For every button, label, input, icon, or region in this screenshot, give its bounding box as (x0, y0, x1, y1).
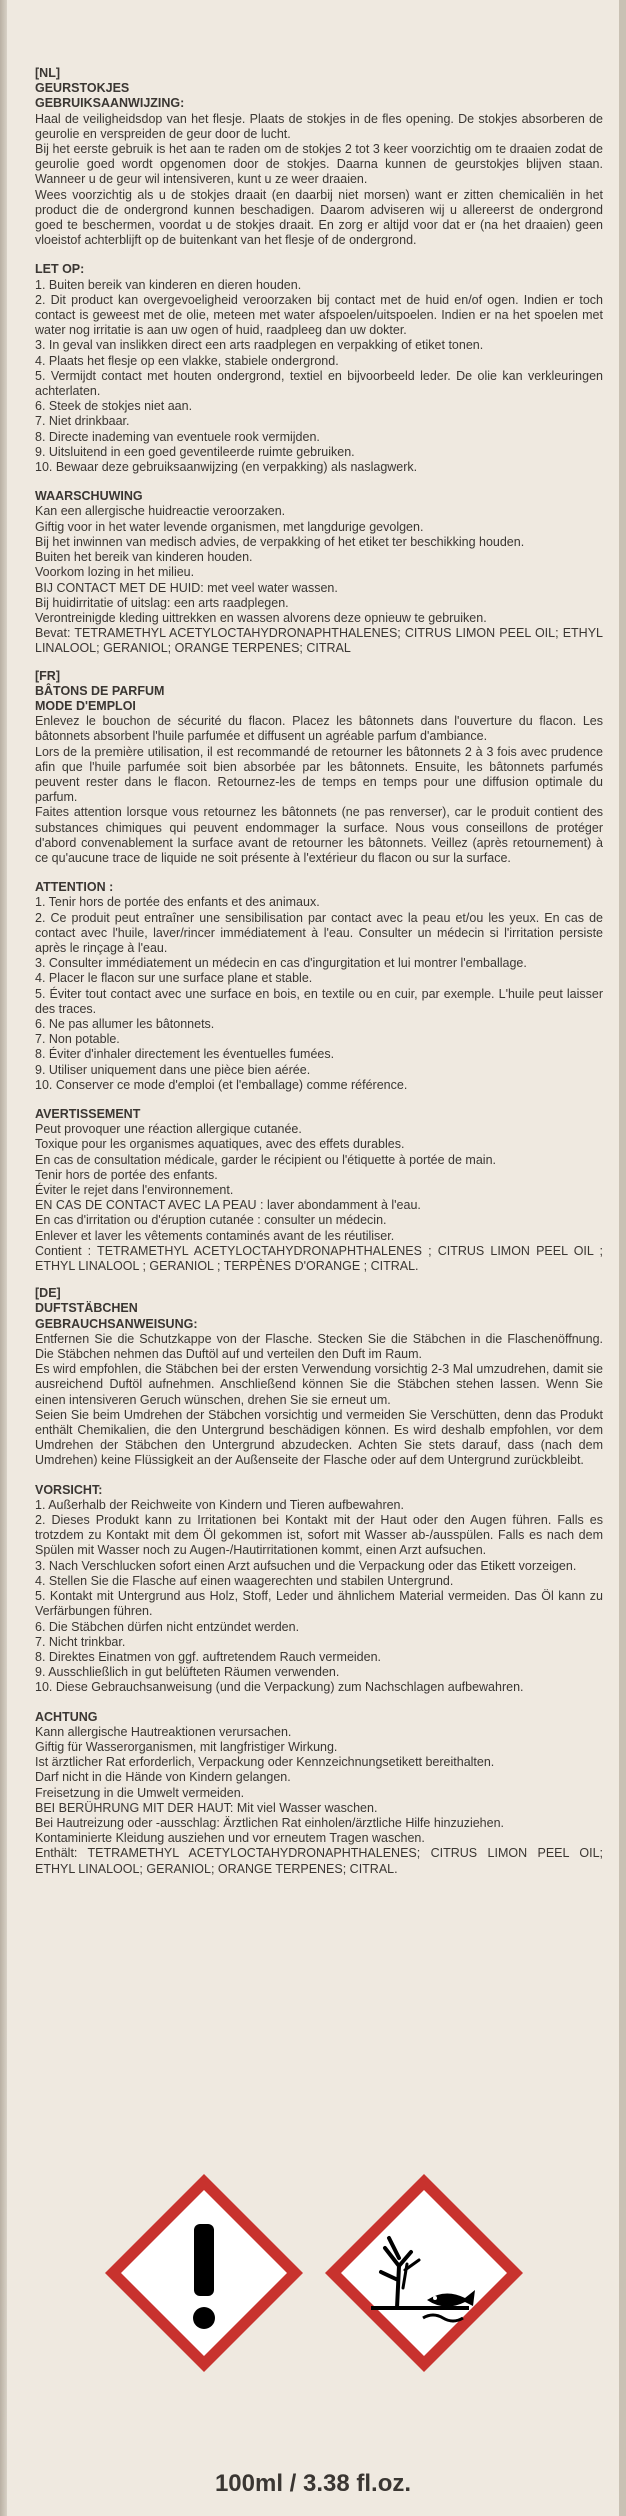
caution-item: 5. Éviter tout contact avec une surface en bois, en textile ou en cuir, par exemple. L'huile peut laisser des traces. (35, 986, 603, 1016)
instructions-heading-fr: MODE D'EMPLOI (35, 698, 136, 713)
instructions-heading-nl: GEBRUIKSAANWIJZING: (35, 96, 185, 111)
hazard-item: Voorkom lozing in het milieu. (35, 565, 195, 580)
caution-item: 1. Tenir hors de portée des enfants et des animaux. (35, 895, 320, 910)
instructions-paragraph: Es wird empfohlen, die Stäbchen bei der ersten Verwendung vorsichtig 2-3 Mal umzudrehen, damit sie ausreichend Duftöl aufnehmen. Anschließend können Sie die Stäbchen stehen lassen. Wenn Sie einen intensiveren Geruch wünschen, drehen Sie sie erneut um. (35, 1362, 603, 1407)
instructions-paragraph: Haal de veiligheidsdop van het flesje. Plaats de stokjes in de fles opening. De stokjes absorberen de geurolie en verspreiden de geur door de lucht. (35, 111, 603, 141)
hazard-item: Enthält: TETRAMETHYL ACETYLOCTAHYDRONAPHTHALENES; CITRUS LIMON PEEL OIL; ETHYL LINALOOL; GERANIOL; ORANGE TERPENES; CITRAL. (35, 1846, 603, 1876)
hazard-item: BIJ CONTACT MET DE HUID: met veel water wassen. (35, 580, 338, 595)
caution-item: 5. Kontakt mit Untergrund aus Holz, Stoff, Leder und ähnlichem Material vermeiden. Das Öl kann zu Verfärbungen führen. (35, 1589, 603, 1619)
caution-item: 8. Directe inademing van eventuele rook vermijden. (35, 429, 320, 444)
caution-item: 8. Éviter d'inhaler directement les éventuelles fumées. (35, 1047, 335, 1062)
caution-item: 8. Direktes Einatmen von ggf. auftretendem Rauch vermeiden. (35, 1649, 382, 1664)
instructions-paragraph: Enlevez le bouchon de sécurité du flacon. Placez les bâtonnets dans l'ouverture du flacon. Les bâtonnets absorbent l'huile parfumée et diffusent un agréable parfum d'ambiance. (35, 714, 603, 744)
hazard-item: Tenir hors de portée des enfants. (35, 1167, 218, 1182)
hazard-list-de (35, 1725, 603, 1877)
caution-item: 10. Diese Gebrauchsanweisung (und die Verpackung) zum Nachschlagen aufbewahren. (35, 1680, 524, 1695)
caution-heading-de: VORSICHT: (35, 1482, 103, 1497)
caution-item: 4. Stellen Sie die Flasche auf einen waagerechten und stabilen Untergrund. (35, 1573, 454, 1588)
language-code-nl: [NL] (35, 66, 60, 80)
caution-list-de (35, 1498, 603, 1696)
caution-list-fr (35, 895, 603, 1093)
caution-item: 1. Buiten bereik van kinderen en dieren houden. (35, 277, 302, 292)
caution-item: 1. Außerhalb der Reichweite von Kindern und Tieren aufbewahren. (35, 1497, 404, 1512)
section-fr (35, 669, 603, 1275)
caution-item: 6. Die Stäbchen dürfen nicht entzündet werden. (35, 1619, 300, 1634)
hazard-heading-fr: AVERTISSEMENT (35, 1107, 141, 1121)
instructions-paragraph: Faites attention lorsque vous retournez les bâtonnets (ne pas renverser), car le produit contient des substances chimiques qui peuvent endommager la surface. Nous vous conseillons de protéger d'abord convenablement la surface avant de retourner les bâtonnets. Veillez (après retournement) à ce qu'aucune trace de liquide ne soit présente à l'extérieur du flacon ou sur la surface. (35, 805, 603, 865)
caution-item: 4. Placer le flacon sur une surface plane et stable. (35, 971, 313, 986)
caution-item: 7. Nicht trinkbar. (35, 1634, 126, 1649)
instructions-paragraph: Seien Sie beim Umdrehen der Stäbchen vorsichtig und vermeiden Sie Verschütten, denn das Produkt enthält Chemikalien, die den Untergrund beschädigen können. Es wird deshalb empfohlen, vor dem Umdrehen der Stäbchen den Untergrund abzudecken. Achten Sie stets darauf, dass (nach dem Umdrehen) keine Flüssigkeit an der Außenseite der Flasche oder auf dem Untergrund zurückbleibt. (35, 1407, 603, 1468)
caution-item: 10. Conserver ce mode d'emploi (et l'emballage) comme référence. (35, 1077, 408, 1092)
hazard-item: Contient : TETRAMETHYL ACETYLOCTAHYDRONAPHTHALENES ; CITRUS LIMON PEEL OIL ; ETHYL LINALOOL ; GERANIOL ; TERPÈNES D'ORANGE ; CITRAL. (35, 1243, 603, 1274)
caution-item: 7. Niet drinkbaar. (35, 414, 130, 429)
hazard-item: En cas d'irritation ou d'éruption cutanée : consulter un médecin. (35, 1213, 387, 1228)
hazard-item: Kontaminierte Kleidung ausziehen und vor erneutem Tragen waschen. (35, 1831, 425, 1846)
hazard-item: Bevat: TETRAMETHYL ACETYLOCTAHYDRONAPHTHALENES; CITRUS LIMON PEEL OIL; ETHYL LINALOOL; GERANIOL; ORANGE TERPENES; CITRAL (35, 626, 603, 656)
hazard-list-fr (35, 1122, 603, 1274)
hazard-item: Giftig für Wasserorganismen, mit langfristiger Wirkung. (35, 1739, 338, 1754)
instructions-paragraph: Entfernen Sie die Schutzkappe von der Flasche. Stecken Sie die Stäbchen in die Flaschenöffnung. Die Stäbchen nehmen das Duftöl auf und verteilen den Duft im Raum. (35, 1331, 603, 1362)
instructions-heading-de: GEBRAUCHSANWEISUNG: (35, 1316, 198, 1331)
caution-item: 9. Utiliser uniquement dans une pièce bien aérée. (35, 1062, 311, 1077)
caution-item: 5. Vermijdt contact met houten ondergrond, textiel en bijvoorbeeld leder. De olie kan verkleuringen achterlaten. (35, 368, 603, 399)
hazard-heading-de: ACHTUNG (35, 1709, 98, 1724)
language-code-fr: [FR] (35, 668, 60, 683)
hazard-item: Ist ärztlicher Rat erforderlich, Verpackung oder Kennzeichnungsetikett bereithalten. (35, 1755, 495, 1770)
instructions-content (35, 66, 603, 1877)
environment-hazard-icon (319, 2168, 529, 2378)
caution-item: 2. Dit product kan overgevoeligheid veroorzaken bij contact met de huid en/of ogen. Indien er toch contact is geweest met de olie, meteen met water afspoelen/uitspoelen. Indien er na het spoelen met water nog irritatie is aan uw ogen of huid, raadpleeg dan uw dokter. (35, 292, 603, 338)
caution-item: 7. Non potable. (35, 1032, 120, 1047)
label-panel (7, 0, 619, 2516)
hazard-item: Peut provoquer une réaction allergique cutanée. (35, 1122, 302, 1137)
hazard-item: Bei Hautreizung oder -ausschlag: Ärztlichen Rat einholen/ärztliche Hilfe hinzuziehen. (35, 1815, 505, 1830)
hazard-item: BEI BERÜHRUNG MIT DER HAUT: Mit viel Wasser waschen. (35, 1800, 378, 1815)
product-title-de: DUFTSTÄBCHEN (35, 1301, 138, 1316)
hazard-item: Verontreinigde kleding uittrekken en wassen alvorens deze opnieuw te gebruiken. (35, 610, 487, 625)
hazard-item: Darf nicht in die Hände von Kindern gelangen. (35, 1770, 291, 1785)
instructions-paragraph: Lors de la première utilisation, il est recommandé de retourner les bâtonnets 2 à 3 fois avec prudence afin que l'huile parfumée soit bien absorbée par les bâtonnets. Ensuite, les bâtonnets parfumés peuvent rester dans le flacon. Retournez-les de temps en temps pour une diffusion optimale du parfum. (35, 744, 603, 805)
caution-item: 10. Bewaar deze gebruiksaanwijzing (en verpakking) als naslagwerk. (35, 460, 418, 475)
caution-item: 3. In geval van inslikken direct een arts raadplegen en verpakking of etiket tonen. (35, 338, 484, 353)
hazard-heading-nl: WAARSCHUWING (35, 489, 143, 504)
caution-item: 3. Consulter immédiatement un médecin en cas d'ingurgitation et lui montrer l'emballage. (35, 956, 527, 971)
caution-item: 4. Plaats het flesje op een vlakke, stabiele ondergrond. (35, 353, 339, 368)
hazard-item: EN CAS DE CONTACT AVEC LA PEAU : laver abondamment à l'eau. (35, 1198, 421, 1213)
caution-list-nl (35, 278, 603, 476)
hazard-item: Bij het inwinnen van medisch advies, de verpakking of het etiket ter beschikking houden. (35, 534, 525, 549)
hazard-item: Buiten het bereik van kinderen houden. (35, 550, 253, 565)
caution-heading-fr: ATTENTION : (35, 880, 114, 895)
instructions-paragraph: Bij het eerste gebruik is het aan te raden om de stokjes 2 tot 3 keer voorzichtig om te draaien zodat de geurolie goed wordt opgenomen door de stokjes. Daarna kunnen de geurstokjes blijven staan. Wanneer u de geur wil intensiveren, kunt u ze weer draaien. (35, 142, 603, 187)
caution-item: 9. Ausschließlich in gut belüfteten Räumen verwenden. (35, 1665, 340, 1680)
product-volume: 100ml / 3.38 fl.oz. (214, 2470, 412, 2497)
hazard-item: Freisetzung in die Umwelt vermeiden. (35, 1785, 245, 1800)
hazard-pictograms (7, 2168, 619, 2398)
hazard-list-nl (35, 504, 603, 656)
section-nl (35, 66, 603, 657)
product-title-nl: GEURSTOKJES (35, 81, 130, 96)
section-de (35, 1286, 603, 1877)
left-edge-shadow (0, 0, 7, 2516)
hazard-item: Kan een allergische huidreactie veroorzaken. (35, 504, 286, 519)
instructions-paragraph: Wees voorzichtig als u de stokjes draait (en daarbij niet morsen) want er zitten chemicaliën in het product die de ondergrond kunnen beschadigen. Daarom adviseren wij u allereerst de ondergrond goed te beschermen, voordat u de stokjes draait. En zorg er altijd voor dat er (na het draaien) geen vloeistof achterblijft op de buitenkant van het flesje of de ondergrond. (35, 187, 603, 248)
caution-item: 2. Ce produit peut entraîner une sensibilisation par contact avec la peau et/ou les yeux. En cas de contact avec l'huile, laver/rincer immédiatement à l'eau. Consulter un médecin si l'irritation persiste après le rinçage à l'eau. (35, 910, 603, 955)
hazard-item: Giftig voor in het water levende organismen, met langdurige gevolgen. (35, 519, 424, 534)
product-title-fr: BÂTONS DE PARFUM (35, 683, 165, 698)
language-code-de: [DE] (35, 1286, 61, 1301)
hazard-item: Kann allergische Hautreaktionen verursachen. (35, 1724, 292, 1739)
caution-item: 3. Nach Verschlucken sofort einen Arzt aufsuchen und die Verpackung oder das Etikett vorzeigen. (35, 1558, 577, 1573)
caution-item: 6. Steek de stokjes niet aan. (35, 399, 193, 414)
hazard-item: Enlever et laver les vêtements contaminés avant de les réutiliser. (35, 1228, 395, 1243)
caution-item: 6. Ne pas allumer les bâtonnets. (35, 1016, 215, 1031)
caution-item: 2. Dieses Produkt kann zu Irritationen bei Kontakt mit der Haut oder den Augen führen. Falls es trotzdem zu Kontakt mit dem Öl gekommen ist, sofort mit Wasser ab-/ausspülen. Falls es nach dem Spülen mit Wasser noch zu Augen-/Hautirritationen kommt, einen Arzt aufsuchen. (35, 1513, 603, 1558)
hazard-item: En cas de consultation médicale, garder le récipient ou l'étiquette à portée de main. (35, 1152, 496, 1167)
caution-item: 9. Uitsluitend in een goed geventileerde ruimte gebruiken. (35, 444, 355, 459)
hazard-item: Bij huidirritatie of uitslag: een arts raadplegen. (35, 595, 289, 610)
hazard-item: Éviter le rejet dans l'environnement. (35, 1183, 234, 1198)
hazard-item: Toxique pour les organismes aquatiques, avec des effets durables. (35, 1137, 405, 1152)
caution-heading-nl: LET OP: (35, 262, 85, 277)
exclamation-mark-hazard-icon (99, 2168, 309, 2378)
